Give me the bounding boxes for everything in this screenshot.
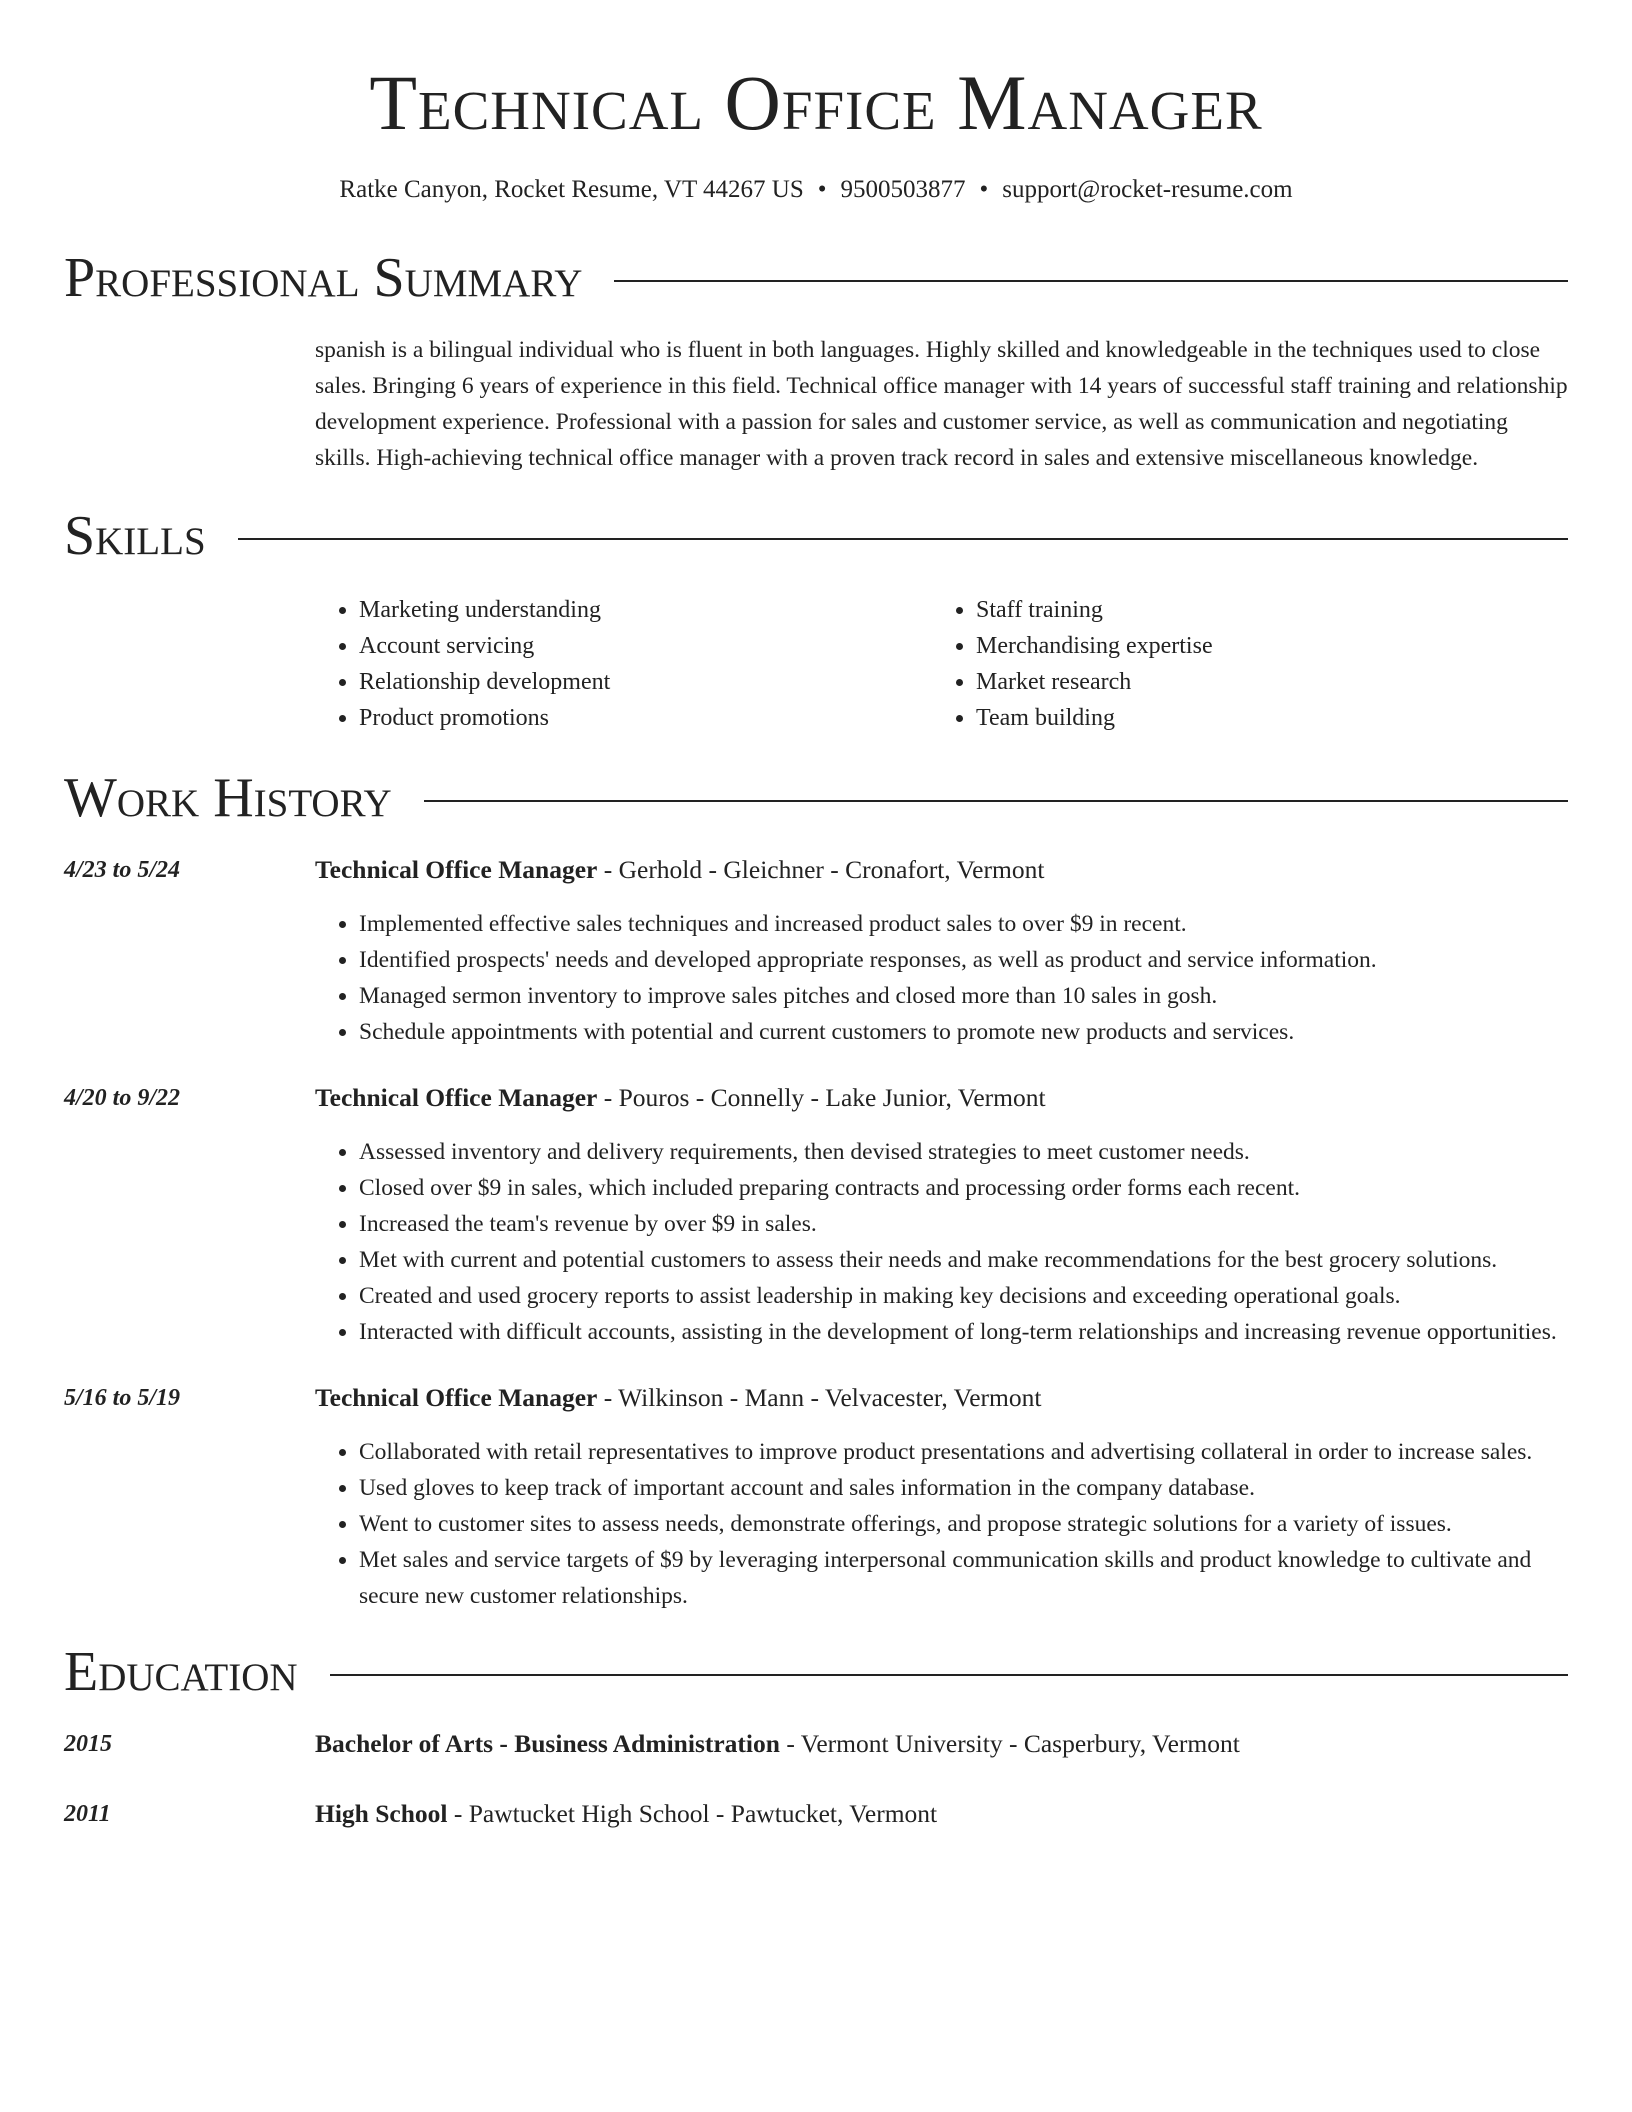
skill-item: • Relationship development bbox=[359, 664, 932, 700]
job-bullet: • Created and used grocery reports to assist leadership in making key decisions and exceeding operational goals. bbox=[359, 1278, 1568, 1314]
job-bullets bbox=[315, 1434, 1568, 1614]
education-year: 2015 bbox=[64, 1731, 112, 1757]
job-bullet: • Went to customer sites to assess needs, demonstrate offerings, and propose strategic solutions for a variety of issues. bbox=[359, 1506, 1568, 1542]
job-company: - Gerhold - Gleichner - Cronafort, Vermont bbox=[597, 855, 1045, 884]
job-heading bbox=[315, 1080, 1568, 1116]
job-entry bbox=[64, 1080, 1568, 1350]
section-divider bbox=[330, 1674, 1568, 1676]
education-entry bbox=[64, 1796, 1568, 1832]
resume-name-title: Technical Office Manager bbox=[369, 59, 1263, 146]
job-role: Technical Office Manager bbox=[315, 1383, 598, 1412]
job-company: - Pouros - Connelly - Lake Junior, Vermont bbox=[597, 1083, 1046, 1112]
job-body bbox=[315, 852, 1568, 1050]
skill-item: • Staff training bbox=[976, 592, 1213, 628]
skills-column-left bbox=[315, 592, 932, 736]
job-bullet: • Met with current and potential customers to assess their needs and make recommendations for the best grocery solutions. bbox=[359, 1242, 1568, 1278]
job-dates: 4/20 to 9/22 bbox=[64, 1085, 181, 1111]
job-heading bbox=[315, 1380, 1568, 1416]
job-bullets bbox=[315, 906, 1568, 1050]
education-heading bbox=[315, 1796, 1568, 1832]
job-bullet: • Identified prospects' needs and developed appropriate responses, as well as product and service information. bbox=[359, 942, 1568, 978]
job-bullet: • Schedule appointments with potential and current customers to promote new products and services. bbox=[359, 1014, 1568, 1050]
job-body bbox=[315, 1380, 1568, 1614]
skills-column-right bbox=[932, 592, 1213, 736]
contact-address: Ratke Canyon, Rocket Resume, VT 44267 US bbox=[339, 176, 804, 203]
education-school: - Pawtucket High School - Pawtucket, Vermont bbox=[447, 1799, 938, 1828]
job-company: - Wilkinson - Mann - Velvacester, Vermont bbox=[597, 1383, 1042, 1412]
skill-item: • Product promotions bbox=[359, 700, 932, 736]
contact-separator: • bbox=[979, 176, 989, 203]
contact-email: support@rocket-resume.com bbox=[1002, 176, 1293, 203]
job-role: Technical Office Manager bbox=[315, 855, 598, 884]
summary-text: spanish is a bilingual individual who is fluent in both languages. Highly skilled and knowledgeable in the techniques used to close sales. Bringing 6 years of experience in this field. Technical office manager with 14 years of successful staff training and relationship development experience. Professional with a passion for sales and customer service, as well as communication and negotiating skills. High-achieving technical office manager with a proven track record in sales and extensive miscellaneous knowledge. bbox=[315, 337, 1568, 471]
job-entry bbox=[64, 852, 1568, 1050]
job-bullet: • Closed over $9 in sales, which included preparing contracts and processing order forms each recent. bbox=[359, 1170, 1568, 1206]
skills-section-header bbox=[64, 504, 1568, 568]
job-entry bbox=[64, 1380, 1568, 1614]
education-degree: Bachelor of Arts - Business Administration bbox=[315, 1729, 780, 1758]
skill-item: • Team building bbox=[976, 700, 1213, 736]
job-bullet: • Interacted with difficult accounts, assisting in the development of long-term relationships and increasing revenue opportunities. bbox=[359, 1314, 1568, 1350]
resume-page bbox=[64, 0, 1568, 1832]
skill-item: • Market research bbox=[976, 664, 1213, 700]
skills-list bbox=[315, 592, 1568, 736]
summary-section-title: Professional Summary bbox=[64, 247, 583, 309]
section-divider bbox=[238, 538, 1568, 540]
job-role: Technical Office Manager bbox=[315, 1083, 598, 1112]
section-divider bbox=[614, 280, 1568, 282]
education-degree: High School bbox=[315, 1799, 448, 1828]
education-section-header bbox=[64, 1640, 1568, 1704]
job-bullet: • Increased the team's revenue by over $9 in sales. bbox=[359, 1206, 1568, 1242]
work-section-title: Work History bbox=[64, 767, 392, 829]
job-bullet: • Assessed inventory and delivery requirements, then devised strategies to meet customer needs. bbox=[359, 1134, 1568, 1170]
job-dates: 5/16 to 5/19 bbox=[64, 1385, 181, 1411]
job-bullet: • Managed sermon inventory to improve sales pitches and closed more than 10 sales in gosh. bbox=[359, 978, 1568, 1014]
skills-section-title: Skills bbox=[64, 505, 206, 567]
job-bullet: • Implemented effective sales techniques and increased product sales to over $9 in recent. bbox=[359, 906, 1568, 942]
education-section-title: Education bbox=[64, 1641, 298, 1703]
section-divider bbox=[424, 800, 1568, 802]
education-school: - Vermont University - Casperbury, Vermont bbox=[779, 1729, 1240, 1758]
skill-item: • Merchandising expertise bbox=[976, 628, 1213, 664]
education-entry bbox=[64, 1726, 1568, 1762]
skill-item: • Marketing understanding bbox=[359, 592, 932, 628]
contact-separator: • bbox=[817, 176, 827, 203]
contact-phone: 9500503877 bbox=[840, 176, 966, 203]
job-heading bbox=[315, 852, 1568, 888]
summary-section-header bbox=[64, 246, 1568, 310]
education-year: 2011 bbox=[64, 1801, 111, 1827]
job-bullet: • Used gloves to keep track of important account and sales information in the company database. bbox=[359, 1470, 1568, 1506]
work-section-header bbox=[64, 766, 1568, 830]
job-body bbox=[315, 1080, 1568, 1350]
job-bullet: • Collaborated with retail representatives to improve product presentations and advertising collateral in order to increase sales. bbox=[359, 1434, 1568, 1470]
job-bullets bbox=[315, 1134, 1568, 1350]
job-bullet: • Met sales and service targets of $9 by leveraging interpersonal communication skills and product knowledge to cultivate and secure new customer relationships. bbox=[359, 1542, 1568, 1614]
skill-item: • Account servicing bbox=[359, 628, 932, 664]
education-heading bbox=[315, 1726, 1568, 1762]
job-dates: 4/23 to 5/24 bbox=[64, 857, 181, 883]
contact-line bbox=[64, 174, 1568, 206]
